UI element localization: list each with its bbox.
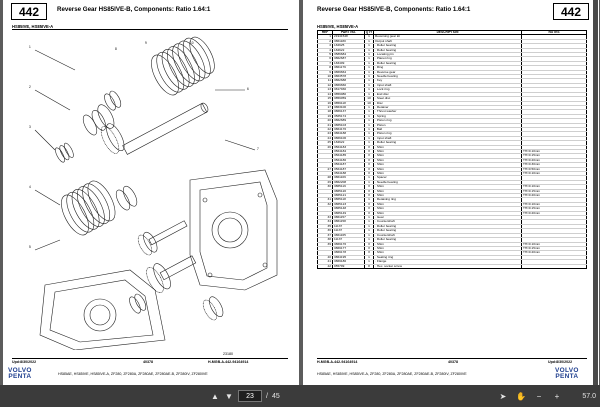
cell-ref: 7 [318, 61, 333, 65]
cell-description: · Shim [374, 211, 522, 215]
ref-label: 4 [29, 185, 31, 189]
cell-part-no: 3564183 [333, 145, 365, 149]
volvo-penta-logo: VOLVO PENTA [555, 367, 579, 380]
cell-description: Reversing gear kit [374, 35, 522, 39]
cell-description: · Roller bearing [374, 44, 522, 48]
cell-part-no: 3861180 [333, 39, 365, 43]
footer-date: Upd:8/30/2022 [12, 360, 37, 364]
model-label: HS85IVE, HS85IVE-A [317, 24, 359, 29]
model-label: HS85IVE, HS85IVE-A [12, 24, 54, 29]
cell-description: · Needle bearing [374, 180, 522, 184]
col-header-description: DESCRIPTION [374, 31, 522, 35]
cell-part-no: 11137 [333, 238, 365, 242]
cell-part-no: 183409 [333, 61, 365, 65]
cell-description: · Countershaft [374, 220, 522, 224]
cell-part-no: 3869177 [333, 246, 365, 250]
cell-qty: 1 [365, 53, 374, 57]
select-tool-button[interactable] [496, 389, 510, 403]
cell-description: · Locating pin [374, 53, 522, 57]
page-title: Reverse Gear HS85IVE-B, Components: Ratio 1.64:1 [57, 6, 211, 13]
cell-part-no: 3865123 [333, 202, 365, 206]
cell-description: · Piston [374, 123, 522, 127]
footer-code: 40378 [448, 360, 458, 364]
cell-description: · Shim [374, 172, 522, 176]
cell-ref: 4 [318, 48, 333, 52]
cell-ref: 10 [318, 75, 333, 79]
cell-part-no: 3865103 [333, 123, 365, 127]
cell-description: · Hex. socket screw [374, 264, 522, 268]
cell-ref: 40 [318, 255, 333, 259]
ref-label: 9 [145, 41, 147, 45]
cell-qty: 1 [365, 220, 374, 224]
cell-ref: 11 [318, 79, 333, 83]
previous-page-button[interactable] [208, 389, 222, 403]
cell-part-no: 3564188 [333, 172, 365, 176]
ref-label: 8 [115, 47, 117, 51]
next-page-button[interactable] [222, 389, 236, 403]
cell-ref: 21 [318, 123, 333, 127]
drawing-id: 23180 [223, 352, 233, 356]
cell-qty: 1 [365, 110, 374, 114]
cell-qty: X [365, 211, 374, 215]
cell-qty: 1 [365, 224, 374, 228]
cell-qty: 1 [365, 114, 374, 118]
cell-ref: 1 [318, 35, 333, 39]
cell-qty: 1 [365, 57, 374, 61]
cell-notes: TH=0.15mm [522, 154, 587, 158]
cell-qty: 1 [365, 260, 374, 264]
cell-part-no: 3861157 [333, 216, 365, 220]
col-header-part-no: PART NO. [333, 31, 365, 35]
cell-notes: TH=0.30mm [522, 163, 587, 167]
arrow-down-icon: ▼ [225, 391, 233, 401]
cell-description: · Roller bearing [374, 141, 522, 145]
cell-qty: X [365, 163, 374, 167]
cell-description: · Shim [374, 158, 522, 162]
hand-tool-button[interactable] [514, 389, 528, 403]
total-pages: 45 [271, 392, 280, 400]
cell-ref: 17 [318, 105, 333, 109]
cell-qty: X [365, 167, 374, 171]
cell-part-no: 3869178 [333, 251, 365, 255]
cell-qty: 1 [365, 229, 374, 233]
cell-qty: 1 [365, 70, 374, 74]
cell-qty: 1 [365, 180, 374, 184]
cell-ref: 32 [318, 202, 333, 206]
ref-label: 3 [29, 125, 31, 129]
cell-notes: TH=0.15mm [522, 207, 587, 211]
page-title: Reverse Gear HS85IVE-B, Components: Ratio 1.64:1 [317, 6, 471, 13]
cell-qty: X [365, 158, 374, 162]
cell-description: · Roller bearing [374, 229, 522, 233]
cell-description: · Shim [374, 189, 522, 193]
cell-description: · Shim [374, 242, 522, 246]
cell-part-no: 3869176 [333, 242, 365, 246]
cell-qty: X [365, 194, 374, 198]
cell-description: · Spacer [374, 176, 522, 180]
cell-part-no: 3866106 [333, 136, 365, 140]
cell-part-no: 3817930 [333, 88, 365, 92]
vertical-scrollbar[interactable] [593, 0, 598, 385]
cell-qty: X [365, 149, 374, 153]
cell-part-no: 3863578 [333, 75, 365, 79]
cell-ref: 27 [318, 167, 333, 171]
cell-part-no: 3861165 [333, 233, 365, 237]
cell-description: · Countershaft [374, 233, 522, 237]
footer-rule [12, 358, 288, 359]
cell-description: · Roller bearing [374, 224, 522, 228]
cell-part-no: 3864195 [333, 255, 365, 259]
cell-qty: 1 [365, 176, 374, 180]
cell-description: · Input shaft [374, 83, 522, 87]
cell-description: · Shim [374, 163, 522, 167]
page-separator: / [266, 392, 268, 400]
footer-docid: H-MGB-A-442-94164914 [208, 360, 249, 364]
table-row [318, 264, 587, 268]
cell-description: Output shaft [374, 39, 522, 43]
cell-ref: 28 [318, 176, 333, 180]
cell-part-no: 3564187 [333, 167, 365, 171]
cell-ref: 31 [318, 198, 333, 202]
cell-part-no: 184625 [333, 44, 365, 48]
cell-description: · Thrust washer [374, 110, 522, 114]
cell-part-no: 3564185 [333, 154, 365, 158]
cell-description: · Shim [374, 167, 522, 171]
cell-qty: 1 [365, 88, 374, 92]
cell-ref: 22 [318, 127, 333, 131]
cell-qty: 1 [365, 198, 374, 202]
cell-ref: 29 [318, 180, 333, 184]
cell-qty: X [365, 154, 374, 158]
cell-ref: 15 [318, 97, 333, 101]
cell-ref: 16 [318, 101, 333, 105]
cell-ref: 13 [318, 88, 333, 92]
cell-qty: 10 [365, 97, 374, 101]
parts-table [317, 30, 587, 269]
cell-notes: TH=0.15mm [522, 189, 587, 193]
col-header-ref: REF [318, 31, 333, 35]
cell-part-no: 3565174 [333, 114, 365, 118]
footer-date: Upd:8/30/2022 [548, 360, 573, 364]
cell-part-no: 3564186 [333, 158, 365, 162]
cell-ref: 25 [318, 141, 333, 145]
cell-part-no: 3865121 [333, 194, 365, 198]
cell-qty: 1 [365, 141, 374, 145]
cell-qty: X [365, 246, 374, 250]
cell-notes: TH=0.20mm [522, 194, 587, 198]
cell-part-no: 3865120 [333, 189, 365, 193]
cell-part-no: 3564187 [333, 163, 365, 167]
cell-qty: 8 [365, 264, 374, 268]
footer-docid: H-MGB-A-442-94164914 [317, 360, 358, 364]
footer-models: HS85AE, HS85IVE, HS85IVE-A, ZF280, ZF280A, ZF280AE, ZF280AE-B, ZF280IV, ZF280IVE [317, 372, 467, 376]
cell-part-no: 3861158 [333, 220, 365, 224]
col-header-notes: NOTES [522, 31, 587, 35]
cell-ref: 5 [318, 53, 333, 57]
cell-qty: 1 [365, 83, 374, 87]
footer-models: HS85AE, HS85IVE, HS85IVE-A, ZF280, ZF280A, ZF280AE, ZF280AE-B, ZF280IV, ZF280IVE [58, 372, 208, 376]
cell-description: · Piston ring [374, 119, 522, 123]
cell-description: · End disc [374, 92, 522, 96]
cell-qty: 1 [365, 136, 374, 140]
cell-ref: 26 [318, 145, 333, 149]
cell-qty: X [365, 207, 374, 211]
cell-qty: 1 [365, 61, 374, 65]
cell-part-no: 3859059 [333, 97, 365, 101]
cell-ref: 3 [318, 44, 333, 48]
cell-description: · Shim [374, 154, 522, 158]
cell-notes: TH=0.50mm [522, 167, 587, 171]
ref-label: 1 [29, 45, 31, 49]
cell-ref: 30 [318, 185, 333, 189]
cell-qty: X [365, 145, 374, 149]
cell-notes: TH=0.20mm [522, 211, 587, 215]
cell-part-no: 184622 [333, 48, 365, 52]
cell-ref: 37 [318, 233, 333, 237]
cell-ref: 14 [318, 92, 333, 96]
left-page [3, 0, 299, 385]
cell-part-no: 3864176 [333, 127, 365, 131]
cell-qty: 1 [365, 132, 374, 136]
cell-description: · Disc [374, 101, 522, 105]
cell-notes [522, 264, 587, 268]
cell-qty: 1 [365, 127, 374, 131]
cell-notes: TH=0.10mm [522, 202, 587, 206]
cell-description: · Flange [374, 260, 522, 264]
cell-part-no: 3865148 [333, 207, 365, 211]
cell-notes: TH=0.10mm [522, 172, 587, 176]
cursor-icon: ➤ [499, 391, 507, 401]
cell-qty: 1 [365, 75, 374, 79]
footer-rule [317, 358, 587, 359]
cell-description: · Spring [374, 114, 522, 118]
viewer-toolbar [0, 385, 600, 407]
cell-description: · Roller bearing [374, 61, 522, 65]
cell-notes: TH=0.10mm [522, 149, 587, 153]
cell-qty: 1 [365, 233, 374, 237]
zoom-level[interactable]: 57.0 [582, 392, 596, 400]
ref-label: 5 [29, 245, 31, 249]
cell-qty: 1 [365, 216, 374, 220]
tool-icons [496, 389, 564, 403]
page-number-box: 442 [553, 3, 589, 20]
cell-qty: X [365, 202, 374, 206]
cell-description: · Planet ring [374, 57, 522, 61]
col-header-qty: QTY [365, 30, 373, 34]
cell-part-no: 3869664 [333, 70, 365, 74]
cell-ref: 42 [318, 264, 333, 268]
cell-qty: 1 [365, 119, 374, 123]
cell-description: · Shim [374, 202, 522, 206]
cell-part-no: 3865118 [333, 198, 365, 202]
plus-icon: + [554, 391, 560, 401]
hand-icon: ✋ [516, 391, 526, 401]
cell-part-no: 11137 [333, 224, 365, 228]
cell-ref: 24 [318, 136, 333, 140]
cell-qty: 1 [365, 48, 374, 52]
cell-ref: 8 [318, 66, 333, 70]
cell-description: · Ball [374, 127, 522, 131]
cell-description: · Shim [374, 149, 522, 153]
cell-description: · Shim [374, 246, 522, 250]
cell-description: · Needle bearing [374, 75, 522, 79]
cell-description: · Ring [374, 66, 522, 70]
cell-description: · Key [374, 79, 522, 83]
cell-notes: TH=0.20mm [522, 158, 587, 162]
cell-ref: 36 [318, 229, 333, 233]
cell-qty: 1 [365, 123, 374, 127]
cell-qty: 1 [365, 35, 374, 39]
cell-part-no: 3564184 [333, 149, 365, 153]
cell-qty: 1 [365, 105, 374, 109]
cell-part-no: 3862688 [333, 79, 365, 83]
cell-part-no: 3862687 [333, 57, 365, 61]
cell-description: · Shim [374, 145, 522, 149]
cell-part-no: 955799 [333, 264, 365, 268]
cell-description: · Roller bearing [374, 48, 522, 52]
cell-qty: 1 [365, 255, 374, 259]
cell-ref: 38 [318, 238, 333, 242]
cell-description: · Shim [374, 194, 522, 198]
cell-ref: 18 [318, 110, 333, 114]
cell-ref: 34 [318, 220, 333, 224]
cell-part-no: 3862208 [333, 180, 365, 184]
cell-ref: 2 [318, 39, 333, 43]
cell-description: · Shim [374, 251, 522, 255]
ref-label: 7 [257, 147, 259, 151]
cell-ref: 12 [318, 83, 333, 87]
cell-qty: 1 [365, 92, 374, 96]
cell-qty: 1 [365, 39, 374, 43]
cell-description: · Input shaft [374, 136, 522, 140]
cell-qty: 1 [365, 66, 374, 70]
cell-part-no: 3864188 [333, 132, 365, 136]
volvo-penta-logo: VOLVO PENTA [8, 367, 32, 380]
cell-notes: TH=0.10mm [522, 185, 587, 189]
cell-ref: 6 [318, 57, 333, 61]
cell-description: · Shim [374, 185, 522, 189]
cell-part-no: 3863100 [333, 105, 365, 109]
cell-qty: X [365, 189, 374, 193]
cell-ref: 20 [318, 119, 333, 123]
cell-part-no: 3869186 [333, 260, 365, 264]
zoom-out-button[interactable] [532, 389, 546, 403]
cell-notes: TH=0.20mm [522, 251, 587, 255]
cell-qty: X [365, 172, 374, 176]
minus-icon: − [536, 391, 542, 401]
ref-label: 6 [247, 87, 249, 91]
cell-part-no: 3869660 [333, 83, 365, 87]
cell-description: · Lock ring [374, 88, 522, 92]
cell-description: · Sealing ring [374, 255, 522, 259]
cell-description: · Gear [374, 216, 522, 220]
cell-ref: 41 [318, 260, 333, 264]
cell-qty: 1 [365, 79, 374, 83]
cell-part-no: 3861109 [333, 176, 365, 180]
cell-qty: X [365, 251, 374, 255]
cell-part-no: 11137 [333, 229, 365, 233]
cell-description: · Piston ring [374, 132, 522, 136]
cell-description: · Retainer [374, 105, 522, 109]
cell-notes: TH=0.15mm [522, 246, 587, 250]
cell-description: · Retaining ring [374, 198, 522, 202]
cell-part-no: 3865119 [333, 185, 365, 189]
cell-qty: X [365, 185, 374, 189]
page-number-input[interactable]: 23 [238, 390, 262, 402]
cell-part-no: 3862689 [333, 119, 365, 123]
cell-part-no: 21941548 [333, 35, 365, 39]
cell-part-no: 184622 [333, 141, 365, 145]
cell-ref: 33 [318, 216, 333, 220]
cell-part-no: 3586684 [333, 53, 365, 57]
ref-label: 2 [29, 85, 31, 89]
cell-qty: 10 [365, 101, 374, 105]
cell-description: · Shim [374, 207, 522, 211]
arrow-up-icon: ▲ [211, 391, 219, 401]
zoom-in-button[interactable] [550, 389, 564, 403]
footer-code: 40378 [143, 360, 153, 364]
right-page [303, 0, 599, 385]
exploded-parts-drawing [15, 30, 285, 350]
cell-part-no: 3866137 [333, 110, 365, 114]
cell-description: · Steel disc [374, 97, 522, 101]
cell-qty: 1 [365, 44, 374, 48]
cell-description: · Roller bearing [374, 238, 522, 242]
cell-part-no: 3861179 [333, 66, 365, 70]
cell-part-no: 3859118 [333, 101, 365, 105]
cell-description: · Reverse gear [374, 70, 522, 74]
page-number-box: 442 [11, 3, 47, 20]
ref-label: 10 [190, 41, 194, 45]
cell-ref: 39 [318, 242, 333, 246]
cell-qty: 1 [365, 238, 374, 242]
cell-part-no: 3865149 [333, 211, 365, 215]
cell-qty: X [365, 242, 374, 246]
cell-part-no: 3859080 [333, 92, 365, 96]
cell-ref: 9 [318, 70, 333, 74]
cell-ref: 23 [318, 132, 333, 136]
cell-ref: 35 [318, 224, 333, 228]
cell-ref: 19 [318, 114, 333, 118]
cell-notes: TH=0.10mm [522, 242, 587, 246]
